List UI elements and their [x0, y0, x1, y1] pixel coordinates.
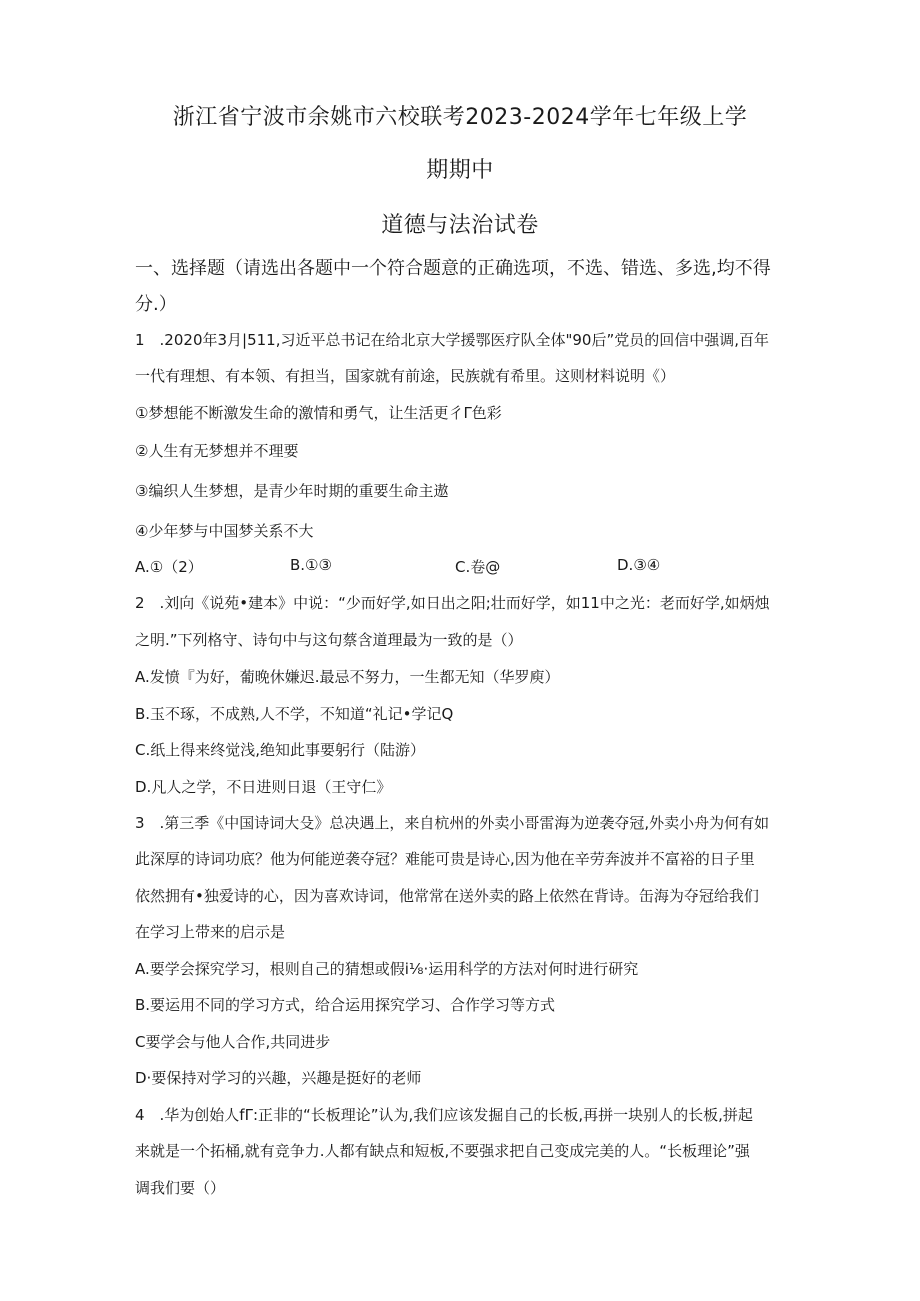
- q1-stem-line2: 一代有理想、有本领、有担当，国家就有前途，民族就有希里。这则材料说明《）: [135, 367, 676, 385]
- q1-statement-2: ②人生有无梦想并不理要: [135, 442, 299, 460]
- q2-stem-line1: 2 .刘向《说苑•建本》中说：“少而好学,如日出之阳;壮而好学，如11中之光：老而好学,如炳烛: [135, 594, 770, 612]
- q2-stem-line2: 之明.”下列格守、诗句中与这句蔡含道理最为一致的是（）: [135, 631, 523, 649]
- q3-option-d: D·要保持对学习的兴趣，兴趣是挺好的老师: [135, 1069, 422, 1087]
- q1-statement-3: ③编织人生梦想，是青少年时期的重要生命主遨: [135, 482, 449, 500]
- q4-stem-line2: 来就是一个拓桶,就有竞争力.人都有缺点和短板,不要强求把自己变成完美的人。“长板理论”强: [135, 1142, 750, 1160]
- q2-option-a: A.发愤『为好，葡晚休嫌迟.最忌不努力，一生都无知（华罗庾）: [135, 668, 560, 686]
- q3-option-c: C要学会与他人合作,共同进步: [135, 1033, 331, 1051]
- q1-option-b: B.①③: [290, 556, 332, 574]
- q2-option-c: C.纸上得来终觉浅,绝知此事要躬行（陆游）: [135, 741, 426, 759]
- exam-title-line1: 浙江省宁波市余姚市六校联考2023-2024学年七年级上学: [172, 105, 748, 130]
- q1-option-a: A.①（2）: [135, 558, 203, 576]
- q1-stem-line1: 1 .2020年3月|511,习近平总书记在给北京大学援鄂医疗队全体"90后”党员的回信中强调,百年: [135, 331, 770, 349]
- q2-option-d: D.凡人之学，不日进则日退（王守仁》: [135, 778, 392, 796]
- q1-statement-4: ④少年梦与中国梦关系不大: [135, 522, 314, 540]
- q1-options: [135, 556, 795, 576]
- q3-stem-line1: 3 .第三季《中国诗词大殳》总决遇上，来自杭州的外卖小哥雷海为逆袭夺冠,外卖小舟为何有如: [135, 814, 770, 832]
- q1-option-c: C.卷@: [455, 558, 501, 576]
- q3-option-a: A.要学会探究学习，根则自己的猜想或假i⅛·运用科学的方法对何时进行研究: [135, 960, 639, 978]
- section-heading-line2: 分.）: [135, 294, 177, 315]
- q1-option-d: D.③④: [617, 556, 661, 574]
- exam-title-line2: 期期中: [426, 158, 494, 183]
- q3-option-b: B.要运用不同的学习方式，给合运用探究学习、合作学习等方式: [135, 996, 556, 1014]
- q3-stem-line4: 在学习上带来的启示是: [135, 923, 286, 941]
- q4-stem-line1: 4 .华为创始人fΓ:正非的“长板理论”认为,我们应该发掘自己的长板,再拼一块别人的长板,拼起: [135, 1106, 753, 1124]
- section-heading-line1: 一、选择题（请选出各题中一个符合题意的正确选项，不选、错选、多选,均不得: [135, 258, 771, 279]
- q4-stem-line3: 调我们要（）: [135, 1179, 226, 1197]
- q1-statement-1: ①梦想能不断激发生命的激情和勇气，让生活更彳Γ色彩: [135, 404, 502, 422]
- q3-stem-line2: 此深厚的诗词功底？他为何能逆袭夺冠？难能可贵是诗心,因为他在辛劳奔波并不富裕的日子里: [135, 850, 755, 868]
- exam-subject-title: 道德与法治试卷: [381, 213, 539, 238]
- q3-stem-line3: 依然拥有•独爱诗的心，因为喜欢诗词，他常常在送外卖的路上依然在背诗。缶海为夺冠给我们: [135, 887, 759, 905]
- q2-option-b: B.玉不琢，不成熟,人不学，不知道“礼记•学记Q: [135, 705, 454, 723]
